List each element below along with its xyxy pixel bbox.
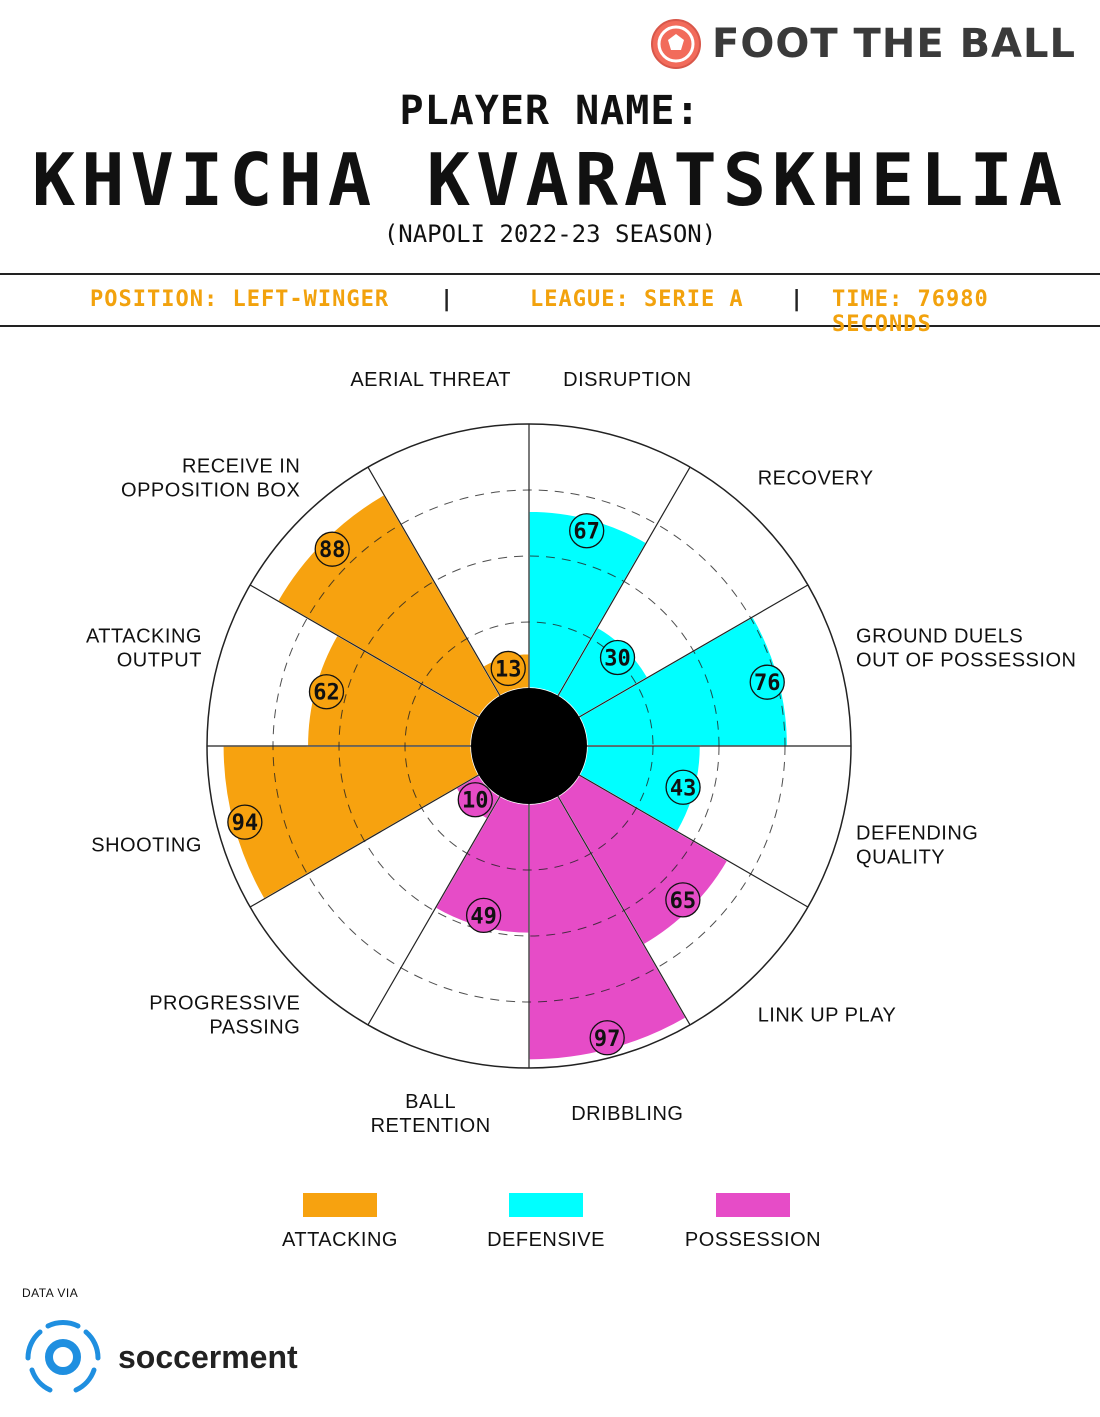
legend-label-attacking: ATTACKING [282,1229,398,1251]
value-label: 97 [593,1026,621,1052]
axis-label-ball-retention [371,1091,491,1137]
value-label: 62 [313,680,340,706]
value-label: 30 [604,646,631,672]
axis-label-receive-in-opposition-box [121,455,300,501]
legend-swatch-attacking [303,1193,377,1217]
football-icon [650,18,702,70]
info-bar [0,273,1100,337]
value-label: 67 [573,519,600,545]
axis-label-line: RECEIVE IN [181,455,301,478]
axis-label-line: OUTPUT [116,649,202,672]
axis-label-line: DEFENDING [856,822,979,845]
player-name: KHVICHA KVARATSKHELIA [31,138,1069,222]
legend-label-possession: POSSESSION [684,1229,822,1251]
value-label: 88 [318,538,346,564]
axis-label-recovery [758,467,874,489]
axis-label-line: PASSING [209,1016,301,1039]
time-info: TIME: 76980 SECONDS [832,287,989,337]
axis-label-line: DRIBBLING [571,1103,684,1126]
soccerment-logo-icon [24,1318,102,1396]
center-layer [471,688,587,804]
axis-label-progressive-passing [149,993,300,1039]
value-label: 13 [494,657,522,683]
axis-label-dribbling [571,1103,683,1125]
axis-label-line: PROGRESSIVE [149,992,301,1015]
axis-label-line: RECOVERY [757,467,874,490]
legend-item-defensive [466,1193,626,1252]
data-source-label: DATA VIA [22,1286,79,1300]
position-info: POSITION: LEFT-WINGER [90,287,390,312]
axis-label-disruption [563,369,691,391]
season-subtitle: (NAPOLI 2022-23 SEASON) [383,220,717,248]
league-info: LEAGUE: SERIE A [530,287,744,312]
axis-label-line: LINK UP PLAY [757,1004,897,1027]
axis-label-line: OUT OF POSSESSION [856,649,1077,672]
value-label: 94 [231,811,259,837]
axis-label-link-up-play [758,1005,897,1027]
axis-label-line: ATTACKING [85,625,202,648]
axis-label-line: GROUND DUELS [856,625,1024,648]
brand-logo [650,18,1076,70]
player-name-label: PLAYER NAME: [399,88,701,134]
brand-name: FOOT THE BALL [712,21,1076,67]
value-label: 76 [753,671,781,697]
info-separator: | [440,287,454,312]
axis-label-line: AERIAL THREAT [350,368,511,391]
value-label: 49 [470,904,497,930]
value-label: 43 [669,776,697,802]
source-name: soccerment [118,1338,298,1375]
value-label: 65 [669,888,697,914]
axis-label-line: SHOOTING [91,834,202,857]
legend-swatch-defensive [509,1193,583,1217]
legend-item-attacking [260,1193,420,1252]
axis-label-attacking-output [86,626,202,672]
info-separator: | [790,287,804,312]
pizza-chart [0,360,1100,1160]
legend-swatch-possession [716,1193,790,1217]
legend-item-possession [673,1193,833,1252]
axis-label-line: DISRUPTION [563,368,692,391]
value-label: 10 [462,788,489,814]
axis-label-aerial-threat [350,369,511,391]
axis-label-shooting [91,834,202,856]
axis-label-line: RETENTION [370,1115,491,1138]
axis-label-line: OPPOSITION BOX [121,479,301,502]
axis-label-line: QUALITY [856,846,946,869]
data-source [24,1318,298,1396]
axis-label-defending-quality [856,822,978,868]
center-disc [471,688,587,804]
legend-label-defensive: DEFENSIVE [487,1229,605,1251]
axis-label-line: BALL [405,1091,457,1114]
axis-label-ground-duels-out-of-possession [856,626,1076,672]
